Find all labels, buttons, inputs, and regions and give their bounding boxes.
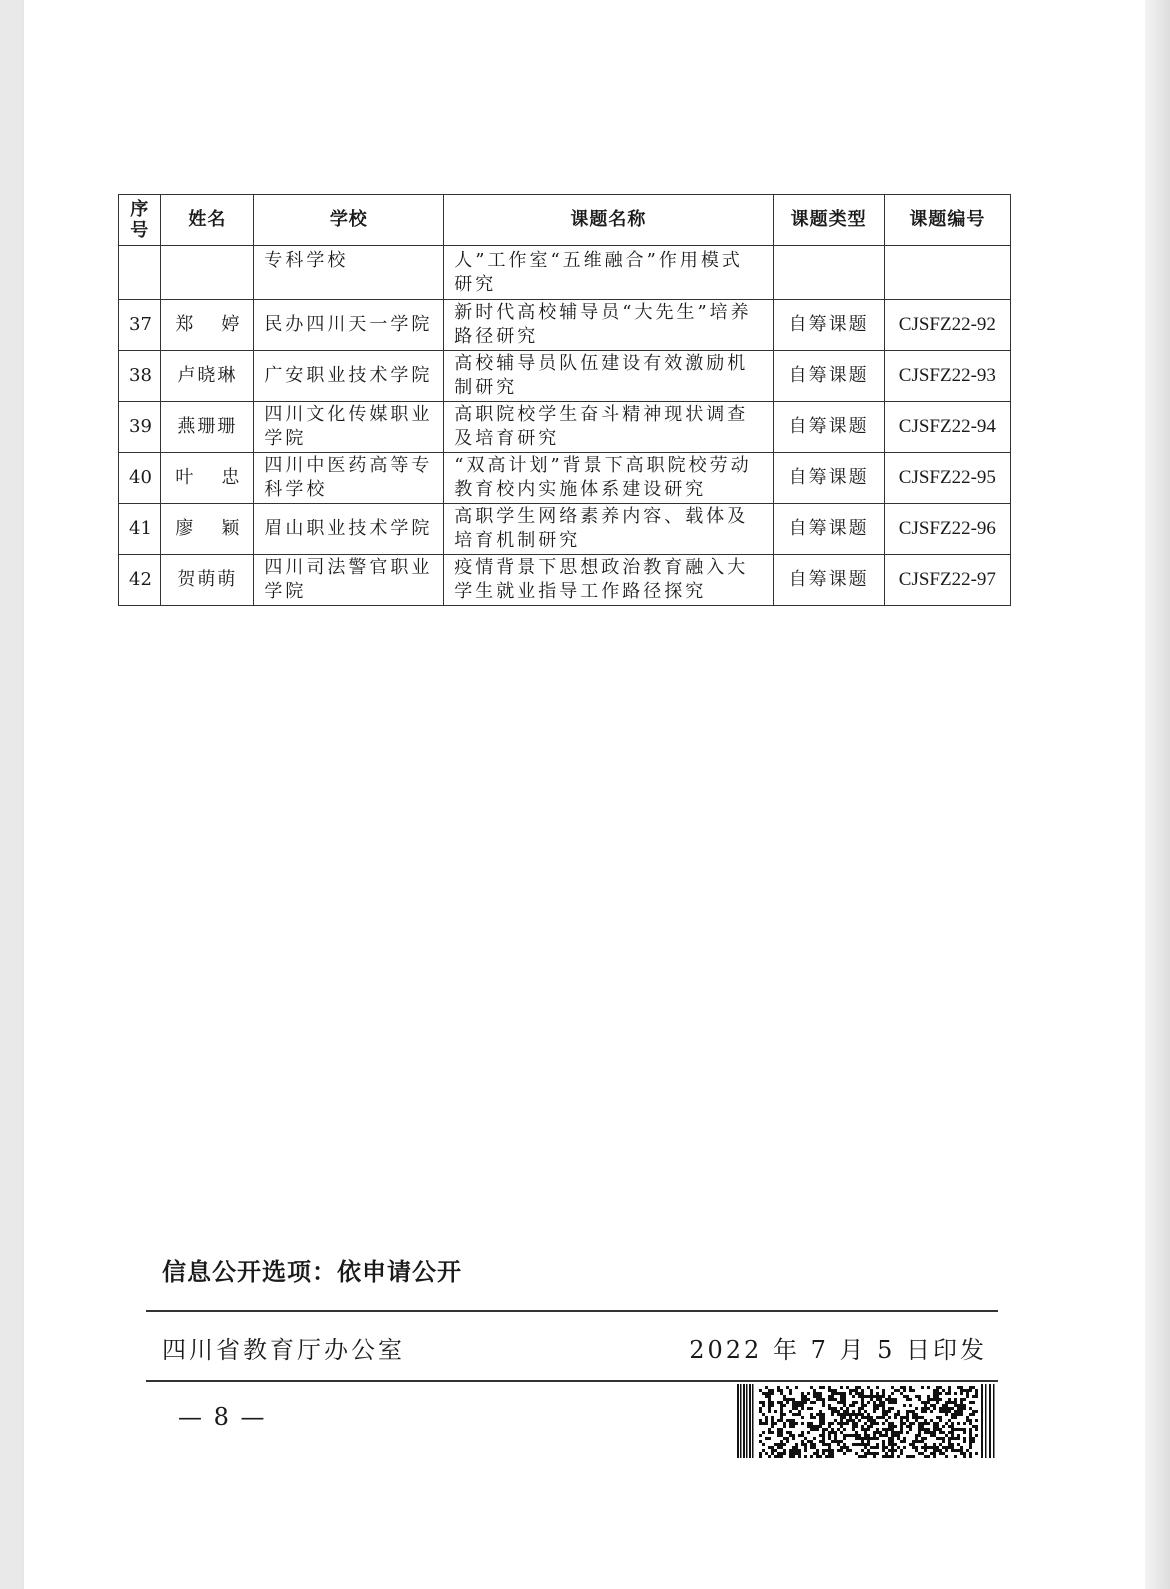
- name-char: 忠: [221, 467, 240, 488]
- cell-school: 广安职业技术学院: [254, 351, 444, 402]
- cell-type: 自筹课题: [773, 504, 884, 555]
- name-char: 叶: [175, 467, 194, 488]
- table-row: [119, 300, 1011, 351]
- document-barcode: [737, 1384, 997, 1458]
- header-code: 课题编号: [884, 195, 1010, 246]
- cell-name: [161, 504, 254, 555]
- cell-seq: 37: [119, 300, 161, 351]
- cell-name: 燕珊珊: [161, 402, 254, 453]
- header-school: 学校: [254, 195, 444, 246]
- cell-school: 眉山职业技术学院: [254, 504, 444, 555]
- cell-topic: 疫情背景下思想政治教育融入大学生就业指导工作路径探究: [444, 555, 773, 606]
- table-row: [119, 402, 1011, 453]
- cell-topic: “双高计划”背景下高职院校劳动教育校内实施体系建设研究: [444, 453, 773, 504]
- table-row: [119, 504, 1011, 555]
- cell-code: [884, 246, 1010, 300]
- issue-date: 2022 年 7 月 5 日印发: [689, 1336, 987, 1364]
- cell-name: [161, 246, 254, 300]
- cell-seq: 38: [119, 351, 161, 402]
- cell-code: CJSFZ22-93: [884, 351, 1010, 402]
- cell-topic: 高校辅导员队伍建设有效激励机制研究: [444, 351, 773, 402]
- cell-topic: 高职院校学生奋斗精神现状调查及培育研究: [444, 402, 773, 453]
- page-edge-shadow: [1145, 0, 1170, 1589]
- cell-topic: 人”工作室“五维融合”作用模式研究: [444, 246, 773, 300]
- page-number: — 8 —: [178, 1403, 267, 1431]
- table-row: [119, 351, 1011, 402]
- header-type: 课题类型: [773, 195, 884, 246]
- name-char: 颖: [221, 518, 240, 539]
- issuing-office: 四川省教育厅办公室: [162, 1336, 405, 1364]
- cell-type: 自筹课题: [773, 453, 884, 504]
- cell-type: 自筹课题: [773, 300, 884, 351]
- cell-type: 自筹课题: [773, 555, 884, 606]
- cell-code: CJSFZ22-94: [884, 402, 1010, 453]
- cell-name: 卢晓琳: [161, 351, 254, 402]
- cell-name: 贺萌萌: [161, 555, 254, 606]
- cell-seq: 41: [119, 504, 161, 555]
- cell-code: CJSFZ22-95: [884, 453, 1010, 504]
- header-topic: 课题名称: [444, 195, 773, 246]
- cell-name: [161, 453, 254, 504]
- header-name: 姓名: [161, 195, 254, 246]
- cell-name: [161, 300, 254, 351]
- project-table: [118, 194, 1011, 606]
- cell-school: 四川司法警官职业学院: [254, 555, 444, 606]
- footer-top-rule: [146, 1310, 998, 1312]
- disclosure-option: 信息公开选项：依申请公开: [162, 1258, 462, 1286]
- cell-code: CJSFZ22-96: [884, 504, 1010, 555]
- cell-type: 自筹课题: [773, 402, 884, 453]
- cell-code: CJSFZ22-92: [884, 300, 1010, 351]
- cell-seq: 40: [119, 453, 161, 504]
- cell-seq: [119, 246, 161, 300]
- footer-bottom-rule: [146, 1380, 998, 1382]
- cell-seq: 42: [119, 555, 161, 606]
- table-row-continuation: [119, 246, 1011, 300]
- cell-type: 自筹课题: [773, 351, 884, 402]
- table-header-row: [119, 195, 1011, 246]
- cell-seq: 39: [119, 402, 161, 453]
- cell-school: 专科学校: [254, 246, 444, 300]
- cell-type: [773, 246, 884, 300]
- table-row: [119, 453, 1011, 504]
- cell-school: 民办四川天一学院: [254, 300, 444, 351]
- cell-topic: 新时代高校辅导员“大先生”培养路径研究: [444, 300, 773, 351]
- name-char: 郑: [175, 314, 194, 335]
- cell-topic: 高职学生网络素养内容、载体及培育机制研究: [444, 504, 773, 555]
- table-row: [119, 555, 1011, 606]
- cell-school: 四川中医药高等专科学校: [254, 453, 444, 504]
- cell-school: 四川文化传媒职业学院: [254, 402, 444, 453]
- header-seq: 序号: [119, 195, 161, 246]
- cell-code: CJSFZ22-97: [884, 555, 1010, 606]
- name-char: 廖: [175, 518, 194, 539]
- name-char: 婷: [221, 314, 240, 335]
